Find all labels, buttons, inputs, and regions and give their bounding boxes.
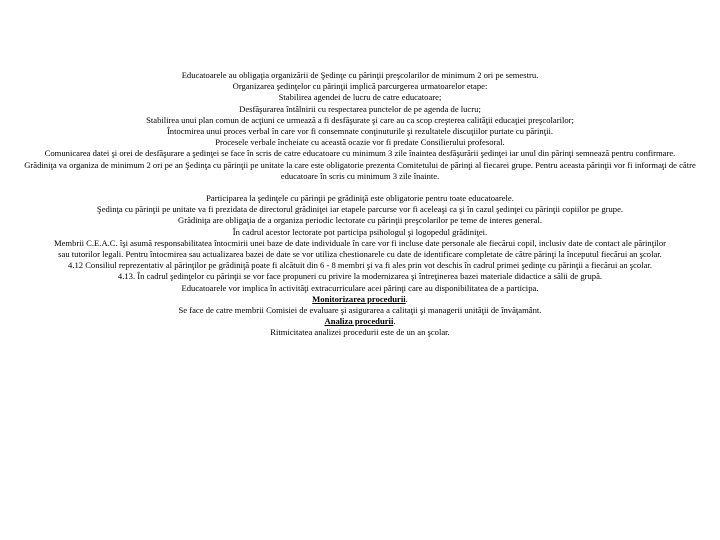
paragraph-ceac-database: Membrii C.E.A.C. îşi asumă responsabilitatea întocmirii unei baze de date individuale în care vor fi incluse date personale ale fiecărui copil, inclusiv date de contact ale părinţilor sau tutorilor legali. Pentru întocmirea sau actualizarea bazei de date se vor utiliza chestionarele cu date de identificare completate de către părinţi la începutul fiecărui an şcolar. bbox=[53, 237, 667, 260]
paragraph-minutes: Întocmirea unui proces verbal în care vor fi consemnate conţinuturile şi rezultatele discuţiilor purtate cu părinţii. bbox=[166, 126, 554, 137]
paragraph-meeting-stages: Organizarea şedinţelor cu părinţii implică parcurgerea urmatoarelor etape: bbox=[232, 81, 488, 92]
heading-analysis-period: . bbox=[393, 316, 396, 327]
paragraph-action-plan: Stabilirea unui plan comun de acţiuni ce urmează a fi desfăşurate şi care au ca scop creşterea calităţii educaţiei preşcolarilor; bbox=[146, 114, 574, 125]
participation-section bbox=[0, 193, 720, 339]
heading-monitoring bbox=[10, 294, 710, 305]
paragraph-communication: Comunicarea datei şi orei de desfăşurare a şedinţei se face în scris de catre educatoare cu minimum 3 zile înaintea desfăşurării şedinţei iar unul din părinţi semnează pentru confirmare. bbox=[44, 148, 676, 159]
paragraph-4-13: 4.13. În cadrul şedinţelor cu părinţii se vor face propuneri cu privire la modernizarea şi întreţinerea bazei materiale didactice a sălii de grupă. bbox=[117, 271, 603, 282]
paragraph-meeting-conduct: Desfăşurarea întâlnirii cu respectarea punctelor de pe agenda de lucru; bbox=[239, 103, 481, 114]
paragraph-analysis-frequency: Ritmicitatea analizei procedurii este de un an şcolar. bbox=[270, 327, 450, 338]
paragraph-director: Şedinţa cu părinţii pe unitate va fi prezidata de directorul grădiniţei iar etapele parcurse vor fi aceleaşi ca şi în cazul şedinţei cu părinţii copiilor pe grupe. bbox=[96, 204, 624, 215]
heading-analysis-text: Analiza procedurii bbox=[324, 316, 394, 327]
paragraph-lectures: Grădiniţa are obligaţia de a organiza periodic lectorate cu părinţii preşcolarilor pe teme de interes general. bbox=[178, 215, 542, 226]
paragraph-psychologist: În cadrul acestor lectorate pot participa psihologul şi logopedul grădiniţei. bbox=[232, 226, 488, 237]
paragraph-participation: Participarea la şedinţele cu părinţii pe grădiniţă este obligatorie pentru toate educatoarele. bbox=[206, 193, 514, 204]
paragraph-agenda: Stabilirea agendei de lucru de catre educatoare; bbox=[278, 92, 442, 103]
paragraph-unit-meeting: Grădiniţa va organiza de minimum 2 ori pe an Şedinţa cu părinţii pe unitate la care este obligatorie prezenta Comitetului de părinţi al fiecarei grupe. Pentru aceasta părinţii vor fi informaţi de către educatoare în scris cu minimum 3 zile înainte. bbox=[24, 159, 696, 181]
document-page bbox=[0, 70, 720, 339]
paragraph-monitoring: Se face de catre membrii Comisiei de evaluare şi asigurarea a calitaţii şi managerii unităţii de învăţamânt. bbox=[178, 305, 542, 316]
heading-monitoring-period: . bbox=[405, 293, 408, 304]
heading-analysis bbox=[10, 316, 710, 327]
paragraph-minutes-handover: Procesele verbale încheiate cu această ocazie vor fi predate Consilierului profesoral. bbox=[215, 137, 505, 148]
paragraph-meeting-obligation: Educatoarele au obligaţia organizării de Şedinţe cu părinţii preşcolarilor de minimum 2 ori pe semestru. bbox=[181, 70, 539, 80]
meetings-section bbox=[0, 70, 720, 182]
paragraph-extracurricular: Educatoarele vor implica în activităţi extracurriculare acei părinţi care au disponibilitatea de a participa. bbox=[181, 282, 539, 293]
heading-monitoring-text: Monitorizarea procedurii bbox=[312, 293, 406, 304]
paragraph-4-12: 4.12 Consiliul reprezentativ al părinţilor pe grădiniţă poate fi alcătuit din 6 - 8 membri şi va fi ales prin vot deschis în cadrul primei şedinţe cu părinţii a fiecărui an şcolar. bbox=[68, 260, 652, 271]
